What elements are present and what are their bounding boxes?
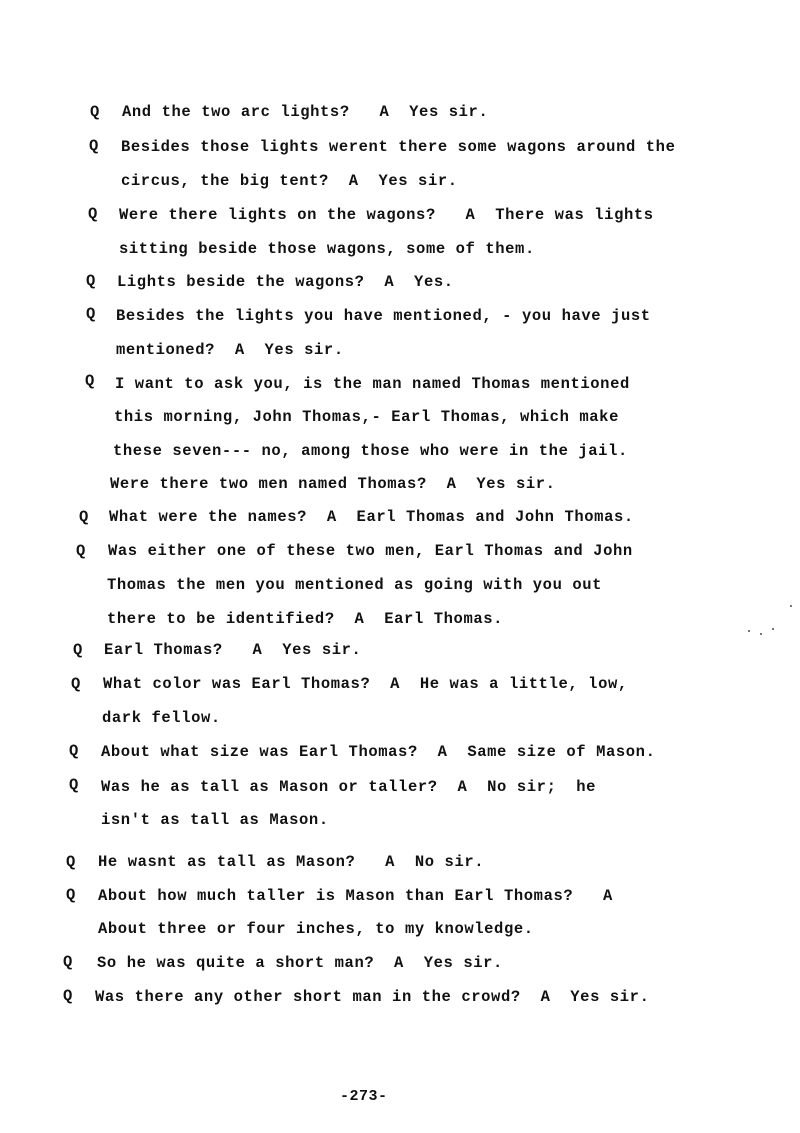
transcript-line: these seven--- no, among those who were in the jail.: [113, 442, 628, 460]
transcript-line: Was there any other short man in the crowd? A Yes sir.: [95, 988, 650, 1006]
transcript-line: He wasnt as tall as Mason? A No sir.: [98, 853, 485, 871]
speaker-label: Q: [69, 776, 79, 794]
transcript-line: dark fellow.: [102, 709, 221, 727]
transcript-line: isn't as tall as Mason.: [101, 811, 329, 829]
transcript-line: Besides those lights werent there some wagons around the: [121, 138, 676, 156]
transcript-line: sitting beside those wagons, some of them.: [119, 240, 535, 258]
speaker-label: Q: [69, 742, 79, 760]
transcript-line: Besides the lights you have mentioned, - you have just: [116, 307, 651, 325]
speaker-label: Q: [85, 372, 95, 390]
transcript-line: About what size was Earl Thomas? A Same size of Mason.: [101, 743, 656, 761]
speaker-label: Q: [90, 103, 100, 121]
transcript-line: What color was Earl Thomas? A He was a little, low,: [103, 675, 628, 693]
speaker-label: Q: [63, 987, 73, 1005]
speaker-label: Q: [63, 953, 73, 971]
transcript-line: mentioned? A Yes sir.: [116, 341, 344, 359]
transcript-line: I want to ask you, is the man named Thomas mentioned: [115, 375, 630, 393]
transcript-line: So he was quite a short man? A Yes sir.: [97, 954, 503, 972]
transcript-line: this morning, John Thomas,- Earl Thomas, which make: [114, 408, 619, 426]
transcript-line: Was either one of these two men, Earl Thomas and John: [108, 542, 633, 560]
transcript-line: And the two arc lights? A Yes sir.: [122, 103, 489, 121]
transcript-line: About three or four inches, to my knowledge.: [98, 920, 534, 938]
speaker-label: Q: [86, 272, 96, 290]
speaker-label: Q: [86, 305, 96, 323]
speaker-label: Q: [66, 886, 76, 904]
transcript-line: Were there two men named Thomas? A Yes sir.: [110, 475, 556, 493]
transcript-line: What were the names? A Earl Thomas and John Thomas.: [109, 508, 634, 526]
speaker-label: Q: [88, 205, 98, 223]
scan-artifact: [772, 628, 774, 630]
transcript-line: About how much taller is Mason than Earl Thomas? A: [98, 887, 613, 905]
transcript-line: there to be identified? A Earl Thomas.: [107, 610, 504, 628]
transcript-line: Earl Thomas? A Yes sir.: [104, 641, 362, 659]
scan-artifact: [748, 630, 750, 632]
transcript-line: Thomas the men you mentioned as going with you out: [107, 576, 603, 594]
transcript-line: Were there lights on the wagons? A There was lights: [119, 206, 654, 224]
transcript-line: circus, the big tent? A Yes sir.: [121, 172, 458, 190]
transcript-line: Lights beside the wagons? A Yes.: [117, 273, 454, 291]
speaker-label: Q: [71, 675, 81, 693]
transcript-line: Was he as tall as Mason or taller? A No sir; he: [101, 778, 597, 796]
speaker-label: Q: [79, 508, 89, 526]
speaker-label: Q: [76, 542, 86, 560]
scan-artifact: [790, 605, 792, 607]
speaker-label: Q: [66, 853, 76, 871]
speaker-label: Q: [73, 641, 83, 659]
speaker-label: Q: [89, 137, 99, 155]
scan-artifact: [760, 633, 762, 635]
page-number: -273-: [340, 1088, 388, 1105]
